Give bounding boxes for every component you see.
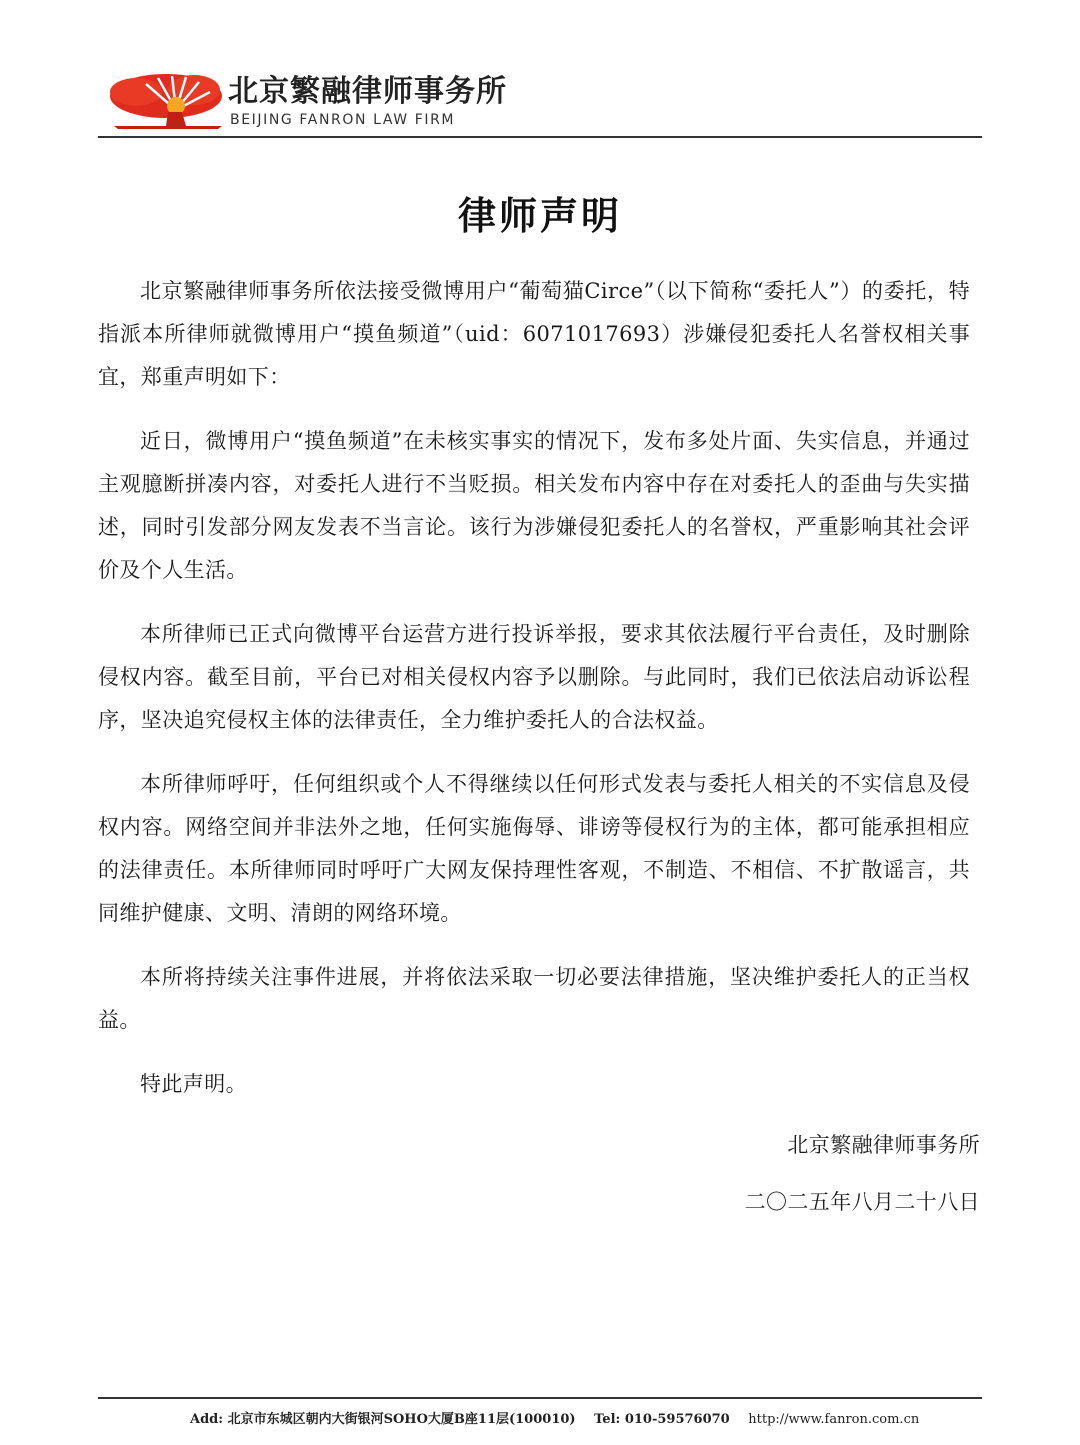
signature-firm: 北京繁融律师事务所 <box>787 1133 980 1157</box>
paragraph-commitment: 本所将持续关注事件进展，并将依法采取一切必要法律措施，坚决维护委托人的正当权益。 <box>98 965 970 1032</box>
paragraph-appeal: 本所律师呼吁，任何组织或个人不得继续以任何形式发表与委托人相关的不实信息及侵权内容。网络空间并非法外之地，任何实施侮辱、诽谤等侵权行为的主体，都可能承担相应的法律责任。本所律师同时呼吁广大网友保持理性客观，不制造、不相信、不扩散谣言，共同维护健康、文明、清朗的网络环境。 <box>98 772 970 925</box>
paragraph-actions: 本所律师已正式向微博平台运营方进行投诉举报，要求其依法履行平台责任，及时删除侵权内容。截至目前，平台已对相关侵权内容予以删除。与此同时，我们已依法启动诉讼程序，坚决追究侵权主体的法律责任，全力维护委托人的合法权益。 <box>98 622 970 732</box>
document-title: 律师声明 <box>457 193 622 238</box>
footer-tel: Tel: 010-59576070 <box>594 1412 730 1427</box>
footer-url[interactable]: http://www.fanron.com.cn <box>748 1412 920 1427</box>
letterhead <box>100 62 980 138</box>
signature-block <box>745 1124 980 1224</box>
footer <box>190 1411 933 1429</box>
footer-divider <box>98 1397 982 1399</box>
paragraph-closing: 特此声明。 <box>140 1072 247 1096</box>
firm-name-cn: 北京繁融律师事务所 <box>228 74 507 109</box>
firm-name-en: BEIJING FANRON LAW FIRM <box>230 112 456 128</box>
footer-address: Add: 北京市东城区朝内大街银河SOHO大厦B座11层(100010) <box>190 1412 576 1427</box>
signature-date: 二〇二五年八月二十八日 <box>744 1190 980 1214</box>
paragraph-intro: 北京繁融律师事务所依法接受微博用户“葡萄猫Circe”（以下简称“委托人”）的委托，特指派本所律师就微博用户“摸鱼频道”（uid：6071017693）涉嫌侵犯委托人名誉权相关事宜，郑重声明如下： <box>98 279 970 389</box>
tree-logo-icon <box>106 66 224 132</box>
header-divider <box>98 136 982 138</box>
paragraph-facts: 近日，微博用户“摸鱼频道”在未核实事实的情况下，发布多处片面、失实信息，并通过主观臆断拼凑内容，对委托人进行不当贬损。相关发布内容中存在对委托人的歪曲与失实描述，同时引发部分网友发表不当言论。该行为涉嫌侵犯委托人的名誉权，严重影响其社会评价及个人生活。 <box>98 429 970 582</box>
statement-body <box>98 270 970 1127</box>
